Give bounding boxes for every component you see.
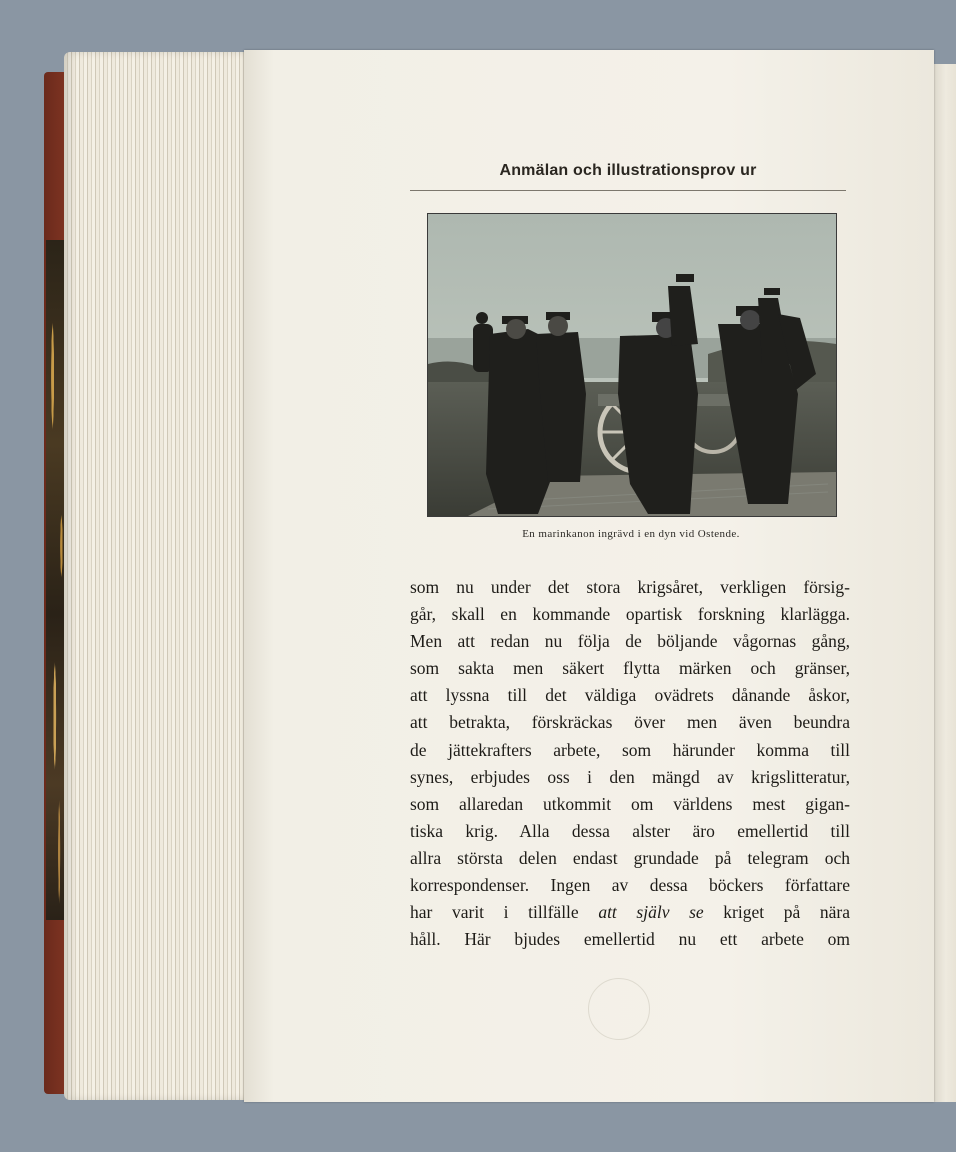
- text-line: synes, erbjudes oss i den mängd av krigslitteratur,: [410, 766, 850, 787]
- italic-emphasis: att själv se: [598, 902, 704, 923]
- text-line: de jättekrafters arbete, som härunder komma till: [410, 739, 850, 760]
- text-line: går, skall en kommande opartisk forskning klarlägga.: [410, 604, 850, 625]
- body-text: [410, 574, 850, 953]
- page-stack: [64, 52, 254, 1100]
- text-line: att lyssna till det väldiga ovädrets dånande åskor,: [410, 685, 850, 706]
- text-line: korrespondenser. Ingen av dessa böckers författare: [410, 875, 850, 896]
- line-part: kriget på nära: [723, 902, 850, 923]
- text-line: som nu under det stora krigsåret, verkligen försig-: [410, 577, 850, 597]
- blind-stamp: [588, 978, 650, 1040]
- text-line: som allaredan utkommit om världens mest gigan-: [410, 793, 850, 814]
- photo-caption: En marinkanon ingrävd i en dyn vid Ostende.: [522, 528, 740, 540]
- line-part: har varit i tillfälle: [410, 902, 579, 923]
- header-rule: [410, 190, 846, 191]
- text-line: allra största delen endast grundade på telegram och: [410, 847, 850, 868]
- text-line: håll. Här bjudes emellertid nu ett arbete om: [410, 929, 850, 950]
- photo-artwork: [428, 214, 836, 516]
- running-head: Anmälan och illustrationsprov ur: [499, 162, 757, 179]
- text-line: som sakta men säkert flytta märken och gränser,: [410, 658, 850, 679]
- text-line: att betrakta, förskräckas över men även beundra: [410, 712, 850, 733]
- illustration-photo: [427, 213, 837, 517]
- text-line-with-italic: [410, 899, 850, 926]
- text-line: tiska krig. Alla dessa alster äro emellertid till: [410, 820, 850, 841]
- text-line: Men att redan nu följa de böljande vågornas gång,: [410, 631, 850, 652]
